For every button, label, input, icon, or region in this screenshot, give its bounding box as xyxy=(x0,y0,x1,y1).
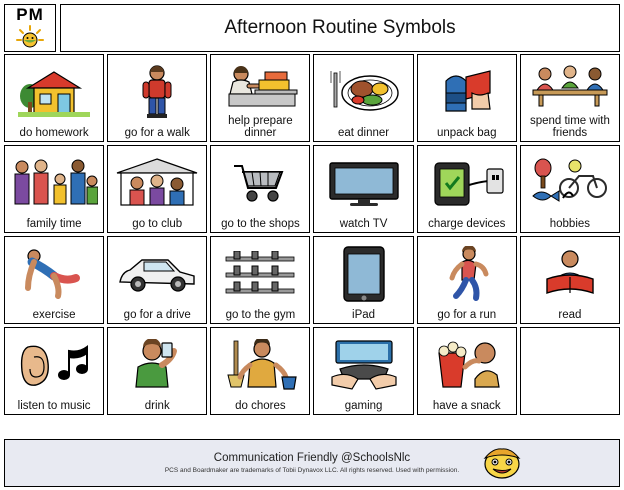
worksheet-page xyxy=(0,4,624,490)
footer-credit: Communication Friendly @SchoolsNlc xyxy=(213,452,411,464)
symbol-label: exercise xyxy=(32,309,76,321)
dumbbell-rack-icon xyxy=(211,237,309,308)
symbol-label: hobbies xyxy=(549,218,591,230)
symbol-card[interactable] xyxy=(417,54,517,142)
symbol-card[interactable] xyxy=(210,236,310,324)
game-controller-icon xyxy=(314,328,412,399)
house-with-pencil-icon xyxy=(5,55,103,126)
car-icon xyxy=(108,237,206,308)
tablet-charging-icon xyxy=(418,146,516,217)
smiley-face-icon xyxy=(481,446,523,485)
person-running-icon xyxy=(418,237,516,308)
symbol-label: family time xyxy=(26,218,82,230)
footer xyxy=(4,439,620,487)
person-drinking-icon xyxy=(108,328,206,399)
symbol-label: go for a walk xyxy=(124,127,190,139)
symbol-label: eat dinner xyxy=(337,127,390,139)
symbol-label: iPad xyxy=(352,309,376,321)
tablet-icon xyxy=(314,237,412,308)
pm-badge xyxy=(4,4,56,52)
symbol-card[interactable] xyxy=(313,327,413,415)
shopping-trolley-icon xyxy=(211,146,309,217)
symbol-card[interactable] xyxy=(107,54,207,142)
symbol-card[interactable] xyxy=(313,236,413,324)
symbol-label: go to the shops xyxy=(221,218,300,230)
symbol-label: charge devices xyxy=(428,218,506,230)
symbol-label: gaming xyxy=(344,400,383,412)
footer-trademark: PCS and Boardmaker are trademarks of Tobii Dynavox LLC. All rights reserved. Used with permission. xyxy=(164,467,460,474)
symbol-label: go for a run xyxy=(437,309,497,321)
symbol-label: go to the gym xyxy=(225,309,296,321)
symbol-label: do chores xyxy=(235,400,286,412)
symbol-label: spend time with friends xyxy=(529,115,610,139)
sun-icon xyxy=(15,24,45,48)
friends-table-icon xyxy=(521,55,619,114)
symbol-card[interactable] xyxy=(4,236,104,324)
symbol-label: go for a drive xyxy=(123,309,191,321)
person-reading-book-icon xyxy=(521,237,619,308)
person-cleaning-icon xyxy=(211,328,309,399)
symbol-label: unpack bag xyxy=(437,127,497,139)
symbol-card[interactable] xyxy=(520,54,620,142)
symbol-card[interactable] xyxy=(107,236,207,324)
symbol-grid xyxy=(4,54,620,415)
symbol-label: help prepare dinner xyxy=(228,115,293,139)
television-icon xyxy=(314,146,412,217)
plate-of-food-icon xyxy=(314,55,412,126)
ear-music-notes-icon xyxy=(5,328,103,399)
symbol-label: drink xyxy=(144,400,170,412)
symbol-card[interactable] xyxy=(210,54,310,142)
symbol-label: do homework xyxy=(19,127,89,139)
page-title-box xyxy=(60,4,620,52)
person-walking-icon xyxy=(108,55,206,126)
hobbies-icon xyxy=(521,146,619,217)
symbol-card[interactable] xyxy=(210,145,310,233)
symbol-label xyxy=(521,411,619,414)
symbol-card[interactable] xyxy=(520,145,620,233)
symbol-label: go to club xyxy=(132,218,183,230)
symbol-label: have a snack xyxy=(432,400,501,412)
symbol-card[interactable] xyxy=(107,327,207,415)
pm-badge-label: PM xyxy=(16,5,44,24)
symbol-label: read xyxy=(558,309,582,321)
family-group-icon xyxy=(5,146,103,217)
symbol-card[interactable] xyxy=(417,145,517,233)
symbol-card[interactable] xyxy=(313,54,413,142)
symbol-card[interactable] xyxy=(417,236,517,324)
symbol-card[interactable] xyxy=(4,145,104,233)
person-stretching-icon xyxy=(5,237,103,308)
symbol-card[interactable] xyxy=(520,236,620,324)
symbol-card[interactable] xyxy=(210,327,310,415)
empty-slot xyxy=(521,328,619,411)
symbol-label: listen to music xyxy=(17,400,91,412)
symbol-card[interactable] xyxy=(4,327,104,415)
symbol-label: watch TV xyxy=(339,218,388,230)
header xyxy=(4,4,620,52)
symbol-card[interactable] xyxy=(313,145,413,233)
symbol-card-empty[interactable] xyxy=(520,327,620,415)
page-title: Afternoon Routine Symbols xyxy=(224,17,456,38)
footer-text xyxy=(5,452,619,474)
club-building-icon xyxy=(108,146,206,217)
symbol-card[interactable] xyxy=(107,145,207,233)
backpack-hand-icon xyxy=(418,55,516,126)
symbol-card[interactable] xyxy=(4,54,104,142)
snack-popcorn-icon xyxy=(418,328,516,399)
symbol-card[interactable] xyxy=(417,327,517,415)
person-cooking-icon xyxy=(211,55,309,114)
